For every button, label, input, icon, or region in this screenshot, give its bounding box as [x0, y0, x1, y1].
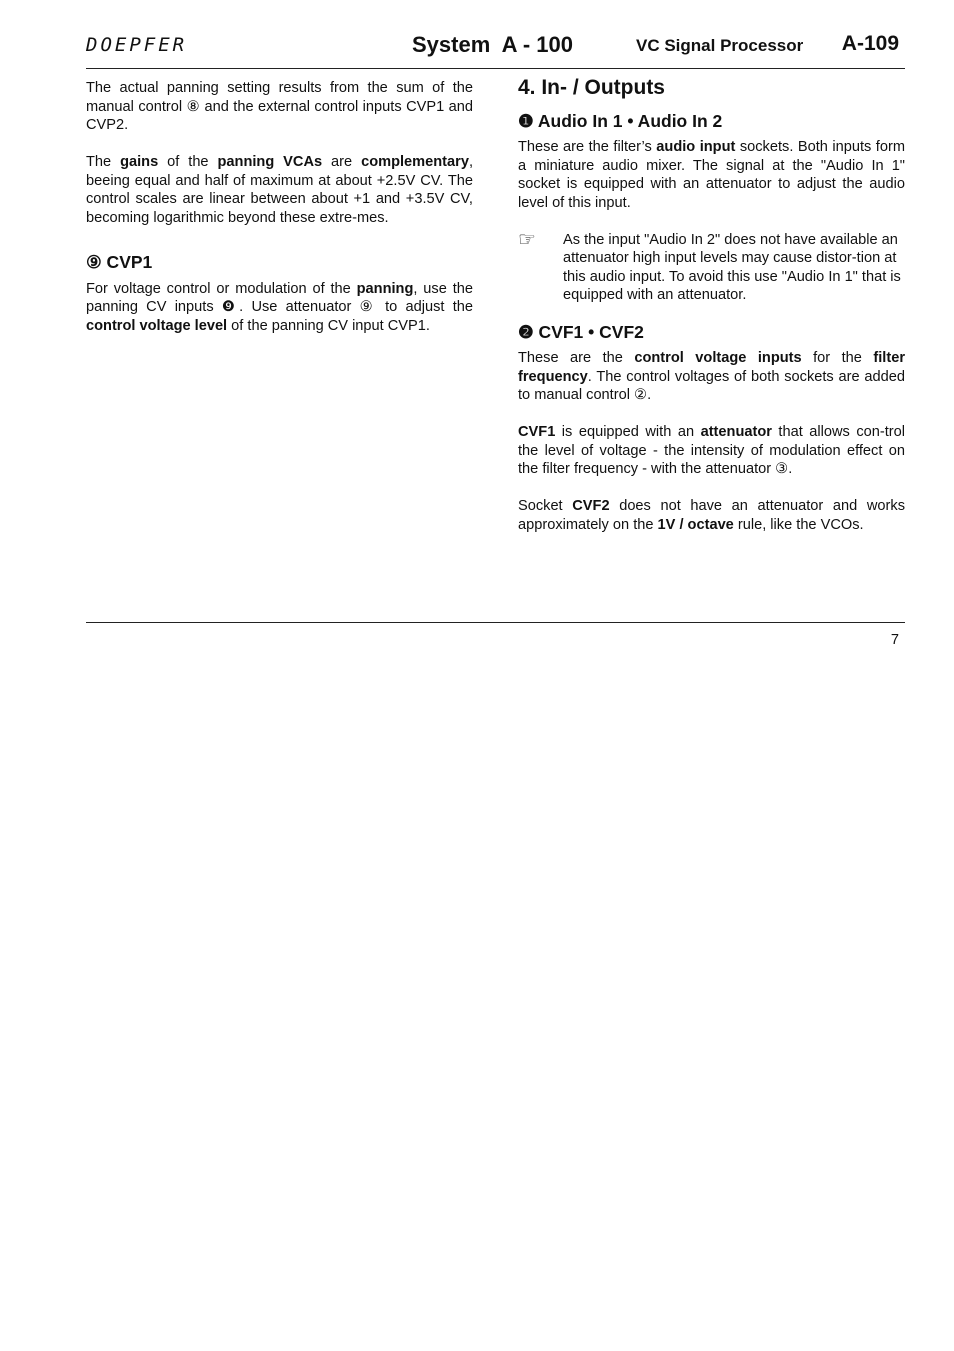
brand-logo: DOEPFER	[86, 34, 188, 56]
page-header	[86, 30, 905, 69]
cvf-paragraph-3: Socket CVF2 does not have an attenuator and works approximately on the 1V / octave rule, like the VCOs.	[518, 498, 905, 533]
cvf-paragraph-1: These are the control voltage inputs for the filter frequency. The control voltages of both sockets are added to manual control ②.	[518, 350, 905, 403]
system-title: System A - 100	[412, 32, 574, 57]
cvp1-paragraph: For voltage control or modulation of the panning, use the panning CV inputs ❾. Use attenuator ⑨ to adjust the control voltage level of the panning CV input CVP1.	[86, 280, 473, 334]
gains-paragraph: The gains of the panning VCAs are complementary, beeing equal and half of maximum at about +2.5V CV. The control scales are linear between about +1 and +3.5V CV, becoming logarithmic beyond these extre-mes.	[86, 154, 474, 226]
audio-in-paragraph: These are the filter’s audio input sockets. Both inputs form a miniature audio mixer. The signal at the "Audio In 1" socket is equipped with an attenuator to adjust the audio level of this input.	[518, 139, 905, 211]
module-subtitle: VC Signal Processor	[636, 36, 804, 55]
page-number: 7	[890, 632, 899, 648]
cvf-heading: ❷ CVF1 • CVF2	[518, 321, 644, 342]
cvp1-heading: ⑨ CVP1	[86, 252, 153, 272]
note-block	[518, 228, 905, 305]
left-column	[86, 79, 473, 335]
cvf-paragraph-2: CVF1 is equipped with an attenuator that allows con-trol the level of voltage - the intensity of modulation effect on the filter frequency - with the attenuator ③.	[518, 424, 905, 477]
note-text: As the input "Audio In 2" does not have available an attenuator high input levels may cause distor-tion at this audio input. To avoid this use "Audio In 1" that is equipped with an attenuator.	[563, 231, 901, 303]
audio-in-heading: ❶ Audio In 1 • Audio In 2	[518, 110, 723, 131]
pointing-hand-icon: ☞	[518, 228, 536, 251]
right-column	[518, 76, 905, 534]
section-title: 4. In- / Outputs	[518, 76, 665, 99]
panning-paragraph: The actual panning setting results from the sum of the manual control ⑧ and the external control inputs CVP1 and CVP2.	[86, 80, 473, 133]
footer-rule	[86, 622, 905, 623]
module-model: A-109	[841, 32, 899, 55]
